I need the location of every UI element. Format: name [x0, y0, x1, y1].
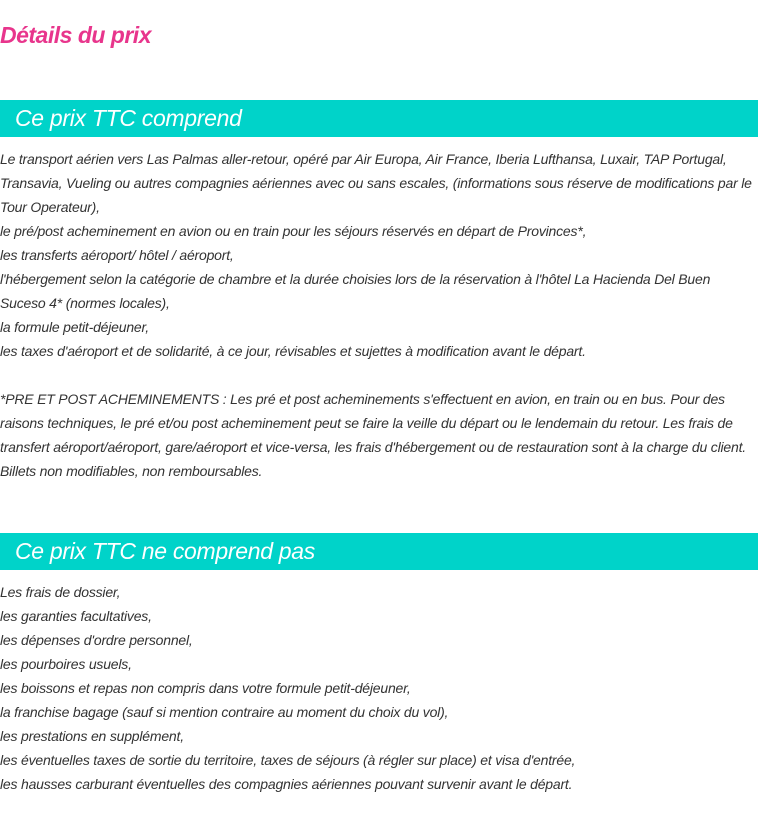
list-item: la franchise bagage (sauf si mention contraire au moment du choix du vol), [0, 704, 449, 720]
section-header-includes: Ce prix TTC comprend [0, 100, 758, 137]
list-item: les dépenses d'ordre personnel, [0, 632, 193, 648]
list-item: les boissons et repas non compris dans votre formule petit-déjeuner, [0, 680, 411, 696]
page-title: Détails du prix [0, 22, 151, 48]
list-item: les hausses carburant éventuelles des compagnies aériennes pouvant survenir avant le départ. [0, 776, 573, 792]
list-item: la formule petit-déjeuner, [0, 319, 149, 335]
section-header-excludes: Ce prix TTC ne comprend pas [0, 533, 758, 570]
includes-list [0, 147, 758, 363]
list-item: Les frais de dossier, [0, 584, 121, 600]
list-item: l'hébergement selon la catégorie de chambre et la durée choisies lors de la réservation à l'hôtel La Hacienda Del Buen Suceso 4* (normes locales), [0, 271, 711, 311]
list-item: les pourboires usuels, [0, 656, 132, 672]
acheminement-footnote: *PRE ET POST ACHEMINEMENTS : Les pré et post acheminements s'effectuent en avion, en train ou en bus. Pour des raisons techniques, le pré et/ou post acheminement peut se faire la veille du départ ou le lendemain du retour. Les frais de transfert aéroport/aéroport, gare/aéroport et vice-versa, les frais d'hébergement ou de restauration sont à la charge du client. Billets non modifiables, non remboursables. [0, 391, 746, 479]
list-item: les taxes d'aéroport et de solidarité, à ce jour, révisables et sujettes à modification avant le départ. [0, 343, 586, 359]
list-item: les prestations en supplément, [0, 728, 184, 744]
list-item: le pré/post acheminement en avion ou en train pour les séjours réservés en départ de Provinces*, [0, 223, 587, 239]
list-item: les transferts aéroport/ hôtel / aéroport, [0, 247, 234, 263]
list-item: les éventuelles taxes de sortie du territoire, taxes de séjours (à régler sur place) et visa d'entrée, [0, 752, 576, 768]
list-item: Le transport aérien vers Las Palmas aller-retour, opéré par Air Europa, Air France, Iberia Lufthansa, Luxair, TAP Portugal, Transavia, Vueling ou autres compagnies aériennes avec ou sans escales, (informations sous réserve de modifications par le Tour Operateur), [0, 151, 752, 215]
excludes-list [0, 580, 758, 796]
list-item: les garanties facultatives, [0, 608, 152, 624]
